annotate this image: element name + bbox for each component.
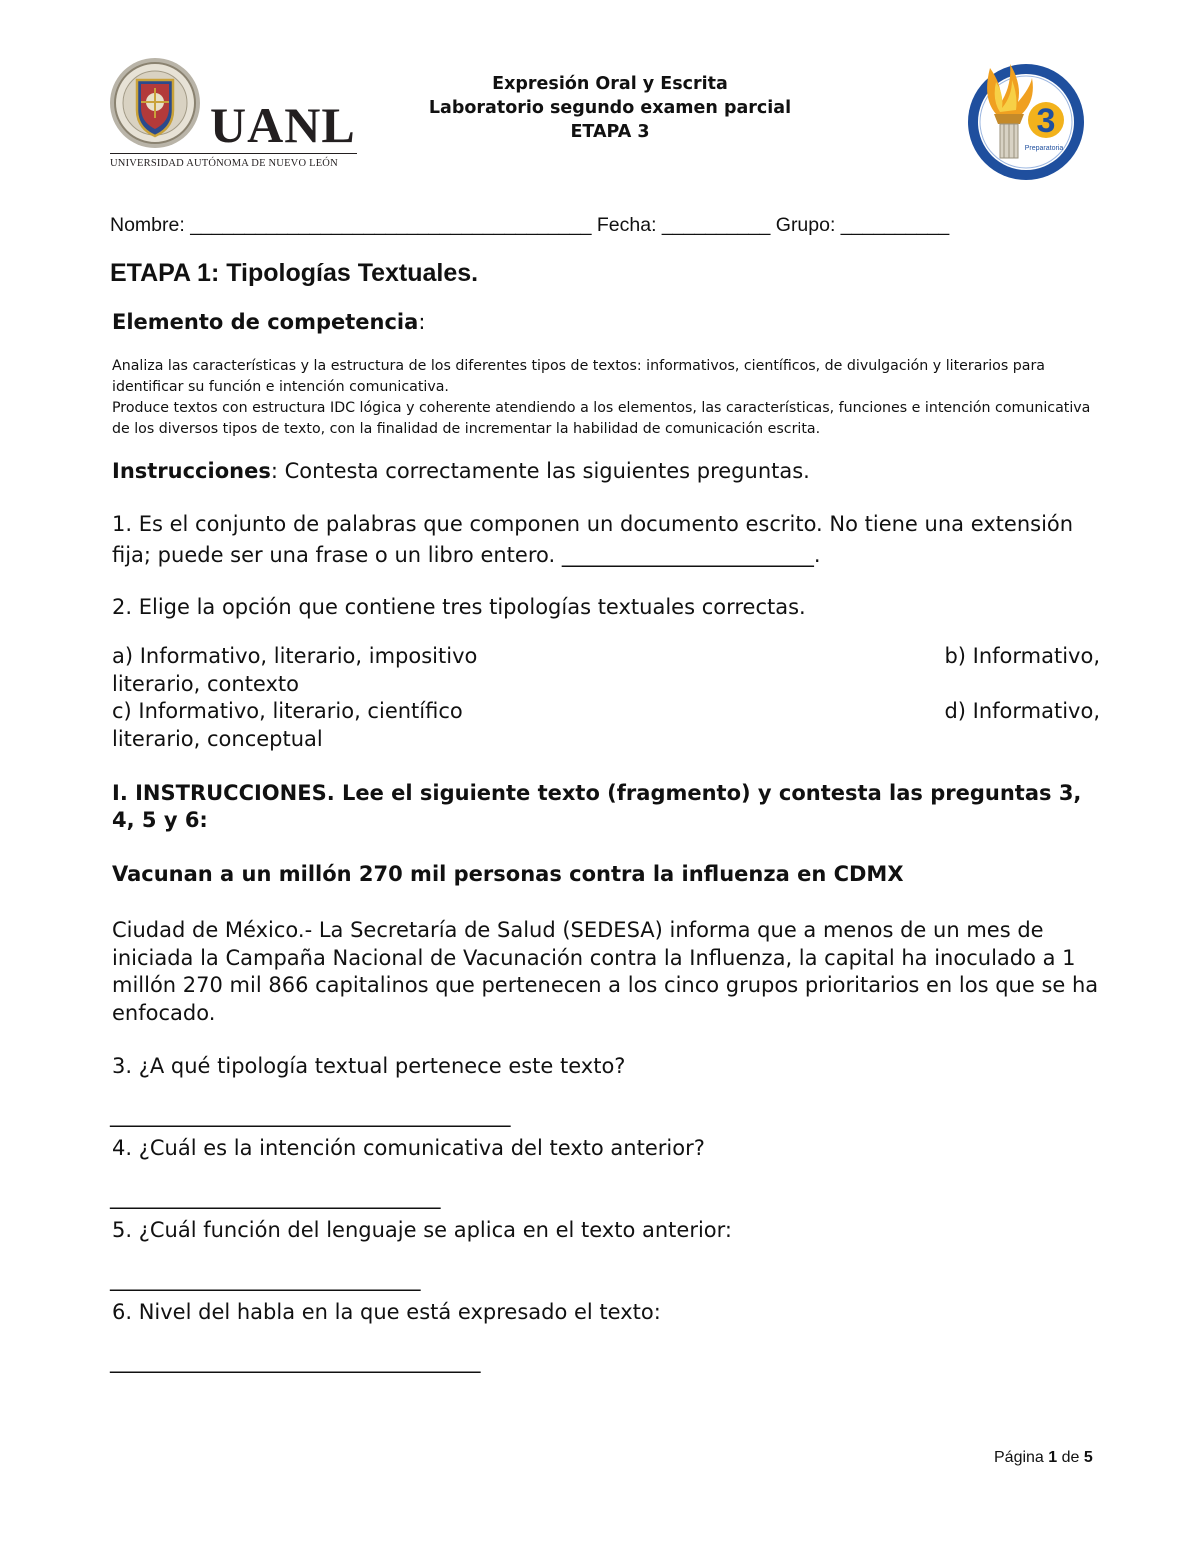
competencia-text <box>112 356 1112 440</box>
prepa-number: 3 <box>1036 102 1056 140</box>
document-header <box>400 72 820 144</box>
option-d-end: literario, conceptual <box>112 726 323 751</box>
competencia-colon: : <box>418 310 426 334</box>
news-title: Vacunan a un millón 270 mil personas contra la influenza en CDMX <box>112 862 904 886</box>
option-b-end: literario, contexto <box>112 671 299 696</box>
option-c: c) Informativo, literario, científico <box>112 699 463 723</box>
answer-line-5: _______________________________ <box>110 1267 420 1291</box>
page-number <box>994 1449 1093 1467</box>
question-1: 1. Es el conjunto de palabras que componen un documento escrito. No tiene una extensión fija; puede ser una frase o un libro entero. ________________________. <box>112 512 1074 567</box>
question-2-options <box>112 643 1100 753</box>
section-2-instructions: I. INSTRUCCIONES. Lee el siguiente texto (fragmento) y contesta las preguntas 3, 4, 5 y 6: <box>112 781 1082 832</box>
page-de: de <box>1061 1449 1080 1466</box>
prepa-label: Preparatoria <box>1024 145 1064 152</box>
page-current: 1 <box>1048 1449 1058 1466</box>
uanl-divider <box>110 153 357 154</box>
instructions-text: : Contesta correctamente las siguientes preguntas. <box>270 459 810 483</box>
answer-line-3: ________________________________________ <box>110 1103 510 1127</box>
competencia-label: Elemento de competencia <box>112 310 419 334</box>
answer-line-4: _________________________________ <box>110 1185 440 1209</box>
course-title: Expresión Oral y Escrita <box>492 74 728 94</box>
exam-title: Laboratorio segundo examen parcial <box>428 98 792 118</box>
instructions <box>112 459 810 483</box>
news-body: Ciudad de México.- La Secretaría de Salud (SEDESA) informa que a menos de un mes de iniciada la Campaña Nacional de Vacunación contra la Influenza, la capital ha inoculado a 1 millón 270 mil 866 capitalinos que pertenecen a los cinco grupos prioritarios en los que se ha enfocado. <box>112 918 1099 1025</box>
page-label: Página <box>994 1449 1044 1466</box>
page-total: 5 <box>1083 1449 1093 1466</box>
question-5: 5. ¿Cuál función del lenguaje se aplica en el texto anterior: <box>112 1218 732 1242</box>
student-fields-line: Nombre: _____________________________________ Fecha: __________ Grupo: __________ <box>110 214 950 236</box>
competencia-paragraph-1: Analiza las características y la estructura de los diferentes tipos de textos: informativos, científicos, de divulgación y literarios para identificar su función e intención comunicativa. <box>112 358 1045 395</box>
option-b-start: b) Informativo, <box>944 644 1100 668</box>
question-4: 4. ¿Cuál es la intención comunicativa del texto anterior? <box>112 1136 705 1160</box>
torch-emblem-icon <box>960 58 1088 184</box>
instructions-label: Instrucciones <box>112 459 271 483</box>
uanl-wordmark: UANL <box>210 97 356 153</box>
question-3: 3. ¿A qué tipología textual pertenece este texto? <box>112 1054 626 1078</box>
option-a: a) Informativo, literario, impositivo <box>112 644 478 668</box>
answer-line-6: _____________________________________ <box>110 1349 480 1373</box>
question-2: 2. Elige la opción que contiene tres tipologías textuales correctas. <box>112 595 806 619</box>
stage-title: ETAPA 3 <box>570 122 650 142</box>
competencia-heading <box>112 310 425 334</box>
option-d-start: d) Informativo, <box>944 699 1100 723</box>
uanl-shield-icon <box>108 58 208 158</box>
competencia-paragraph-2: Produce textos con estructura IDC lógica y coherente atendiendo a los elementos, las características, funciones e intención comunicativa de los diversos tipos de texto, con la finalidad de incrementar la habilidad de comunicación escrita. <box>112 400 1091 437</box>
prepa-logo <box>960 58 1088 184</box>
uanl-subtitle: UNIVERSIDAD AUTÓNOMA DE NUEVO LEÓN <box>110 158 338 169</box>
section-title: ETAPA 1: Tipologías Textuales. <box>110 259 479 287</box>
question-6: 6. Nivel del habla en la que está expresado el texto: <box>112 1300 661 1324</box>
